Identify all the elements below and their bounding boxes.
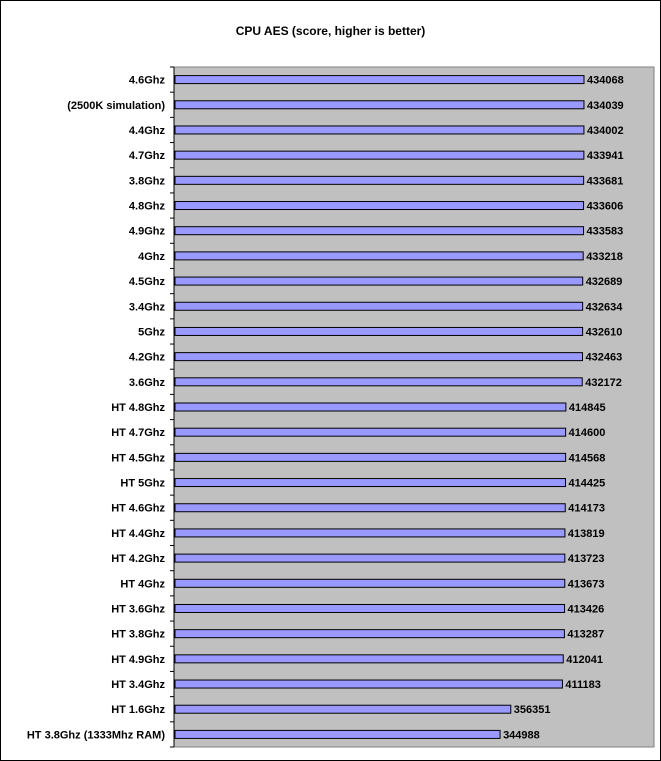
category-label: HT 3.6Ghz [111, 603, 165, 616]
bar-16 [175, 453, 566, 461]
bar-14 [175, 403, 566, 411]
category-label: HT 4.4Ghz [111, 527, 165, 540]
bar-6 [175, 202, 584, 210]
value-label: 413723 [567, 553, 605, 566]
category-label: 4.6Ghz [128, 74, 165, 87]
value-label: 432689 [585, 276, 623, 289]
bar-10 [175, 302, 583, 310]
value-label: 356351 [513, 704, 551, 717]
value-label: 432172 [585, 376, 622, 389]
bar-26 [175, 705, 511, 713]
bar-19 [175, 529, 565, 537]
category-label: HT 3.8Ghz [111, 628, 165, 641]
bar-25 [175, 680, 562, 688]
bar-1 [175, 76, 584, 84]
bar-18 [175, 504, 565, 512]
bar-22 [175, 604, 565, 612]
value-label: 344988 [503, 729, 540, 742]
category-label: HT 3.8Ghz (1333Mhz RAM) [26, 729, 165, 742]
bar-4 [175, 151, 584, 159]
value-label: 433218 [586, 250, 623, 263]
category-label: HT 4.7Ghz [111, 427, 165, 440]
bar-23 [175, 630, 564, 638]
category-label: (2500K simulation) [67, 99, 165, 112]
value-label: 414845 [568, 402, 606, 414]
bar-13 [175, 378, 582, 386]
value-label: 414425 [568, 477, 606, 490]
value-label: 432463 [585, 351, 623, 364]
value-label: 413287 [567, 628, 605, 641]
bar-24 [175, 655, 563, 663]
bar-3 [175, 126, 584, 134]
value-label: 414568 [568, 452, 606, 465]
value-label: 414173 [568, 502, 605, 515]
category-label: 4.2Ghz [128, 351, 165, 364]
bar-8 [175, 252, 583, 260]
category-label: 3.4Ghz [128, 301, 165, 314]
bar-5 [175, 176, 584, 184]
category-label: 5Ghz [138, 326, 165, 339]
bar-9 [175, 277, 583, 285]
category-label: HT 4Ghz [120, 578, 165, 591]
category-label: 4.4Ghz [128, 124, 165, 137]
category-label: HT 4.5Ghz [111, 452, 165, 465]
value-label: 434002 [586, 124, 624, 137]
chart-title: CPU AES (score, higher is better) [235, 24, 426, 38]
value-label: 411183 [565, 679, 601, 692]
category-label: 3.6Ghz [128, 376, 165, 389]
category-label: HT 4.9Ghz [111, 653, 165, 666]
value-label: 432634 [585, 301, 623, 314]
category-label: 4Ghz [138, 250, 165, 263]
category-label: 3.8Ghz [128, 175, 165, 188]
value-label: 432610 [585, 326, 623, 339]
bar-7 [175, 227, 584, 235]
bar-20 [175, 554, 565, 562]
value-label: 434039 [586, 99, 624, 112]
category-label: HT 5Ghz [120, 477, 165, 490]
bar-2 [175, 101, 584, 109]
value-label: 414600 [568, 427, 606, 440]
value-label: 433681 [586, 175, 624, 188]
category-label: 4.9Ghz [128, 225, 165, 238]
bar-17 [175, 479, 565, 487]
category-label: HT 4.6Ghz [111, 502, 165, 515]
category-label: HT 4.2Ghz [111, 553, 165, 566]
bar-12 [175, 353, 582, 361]
category-label: HT 1.6Ghz [111, 704, 165, 717]
bar-11 [175, 327, 583, 335]
value-label: 413426 [567, 603, 605, 616]
bar-21 [175, 579, 565, 587]
category-label: 4.8Ghz [128, 200, 165, 213]
category-label: 4.7Ghz [128, 150, 165, 163]
value-label: 433941 [586, 150, 624, 163]
value-label: 434068 [587, 74, 624, 87]
bar-chart [1, 1, 660, 760]
value-label: 413819 [567, 527, 605, 540]
value-label: 412041 [566, 653, 603, 666]
value-label: 413673 [567, 578, 605, 591]
bar-15 [175, 428, 566, 436]
category-label: 4.5Ghz [128, 276, 165, 289]
value-label: 433583 [586, 225, 624, 238]
category-label: HT 4.8Ghz [111, 402, 165, 414]
bar-27 [175, 730, 500, 738]
category-label: HT 3.4Ghz [111, 679, 165, 692]
value-label: 433606 [586, 200, 624, 213]
